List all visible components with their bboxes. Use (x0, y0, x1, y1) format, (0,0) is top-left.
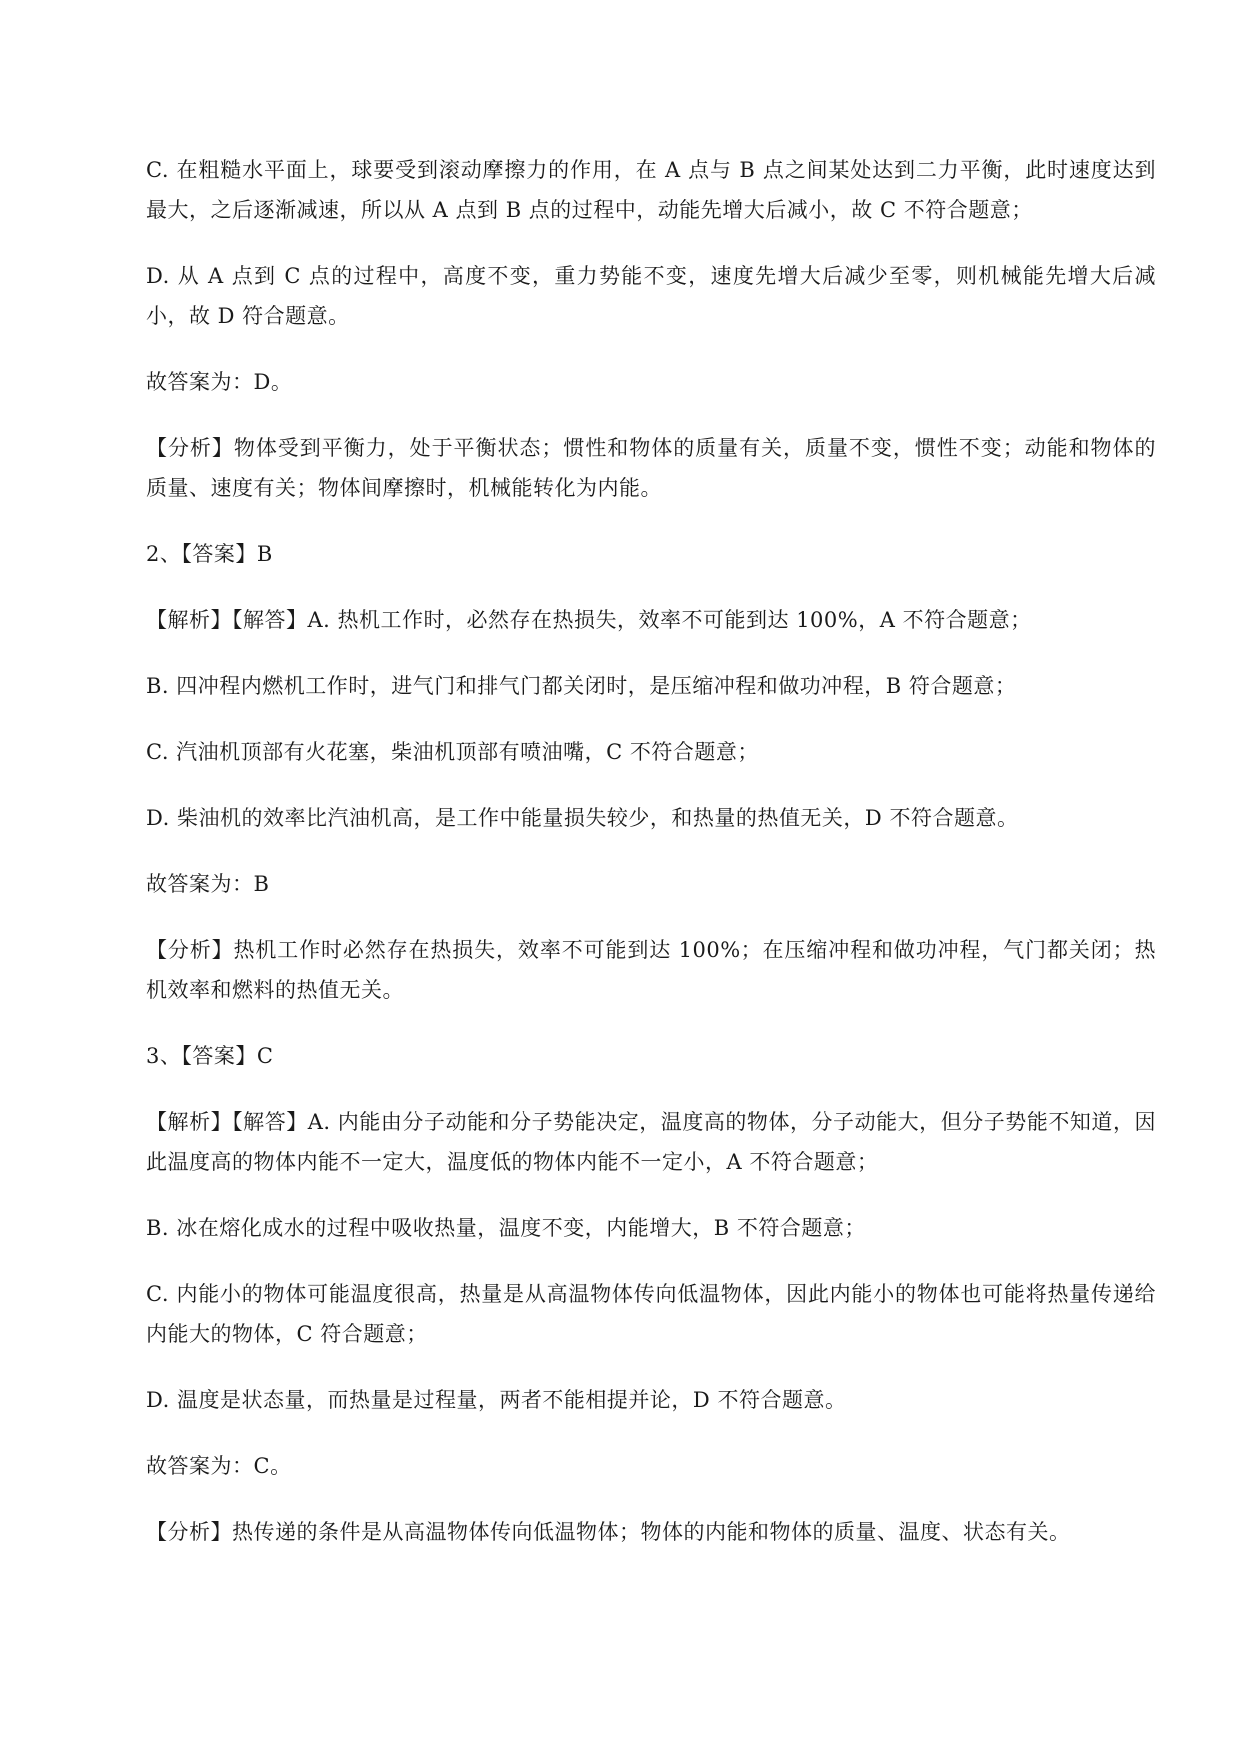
paragraph-option-d-explanation: D. 从 A 点到 C 点的过程中，高度不变，重力势能不变，速度先增大后减少至零，则机械能先增大后减小，故 D 符合题意。 (146, 264, 1156, 328)
paragraph-analysis-3: 【分析】热传递的条件是从高温物体传向低温物体；物体的内能和物体的质量、温度、状态有关。 (146, 1520, 1071, 1544)
paragraph-answer-2: 故答案为：B (146, 872, 270, 896)
paragraph-q2-option-c: C. 汽油机顶部有火花塞，柴油机顶部有喷油嘴，C 不符合题意； (146, 740, 759, 764)
paragraph-answer-1: 故答案为：D。 (146, 370, 293, 394)
paragraph-q2-option-b: B. 四冲程内燃机工作时，进气门和排气门都关闭时，是压缩冲程和做功冲程，B 符合题意； (146, 674, 1017, 698)
paragraph-q2-option-d: D. 柴油机的效率比汽油机高，是工作中能量损失较少，和热量的热值无关，D 不符合题意。 (146, 806, 1019, 830)
paragraph-answer-3: 故答案为：C。 (146, 1454, 292, 1478)
paragraph-question-2-answer: 2、【答案】B (146, 542, 273, 566)
paragraph-q2-option-a: 【解析】【解答】A. 热机工作时，必然存在热损失，效率不可能到达 100%，A 不符合题意； (146, 608, 1032, 632)
paragraph-q3-option-a: 【解析】【解答】A. 内能由分子动能和分子势能决定，温度高的物体，分子动能大，但分子势能不知道，因此温度高的物体内能不一定大，温度低的物体内能不一定小，A 不符合题意； (146, 1110, 1156, 1174)
paragraph-question-3-answer: 3、【答案】C (146, 1044, 274, 1068)
paragraph-q3-option-c: C. 内能小的物体可能温度很高，热量是从高温物体传向低温物体，因此内能小的物体也可能将热量传递给内能大的物体，C 符合题意； (146, 1282, 1156, 1346)
paragraph-analysis-1: 【分析】物体受到平衡力，处于平衡状态；惯性和物体的质量有关，质量不变，惯性不变；动能和物体的质量、速度有关；物体间摩擦时，机械能转化为内能。 (146, 436, 1156, 500)
paragraph-q3-option-d: D. 温度是状态量，而热量是过程量，两者不能相提并论，D 不符合题意。 (146, 1388, 847, 1412)
paragraph-q3-option-b: B. 冰在熔化成水的过程中吸收热量，温度不变，内能增大，B 不符合题意； (146, 1216, 866, 1240)
document-page (146, 150, 1156, 1578)
paragraph-analysis-2: 【分析】热机工作时必然存在热损失，效率不可能到达 100%；在压缩冲程和做功冲程，气门都关闭；热机效率和燃料的热值无关。 (146, 938, 1156, 1002)
paragraph-option-c-explanation: C. 在粗糙水平面上，球要受到滚动摩擦力的作用，在 A 点与 B 点之间某处达到二力平衡，此时速度达到最大，之后逐渐减速，所以从 A 点到 B 点的过程中，动能先增大后减小，故 C 不符合题意； (146, 158, 1156, 222)
